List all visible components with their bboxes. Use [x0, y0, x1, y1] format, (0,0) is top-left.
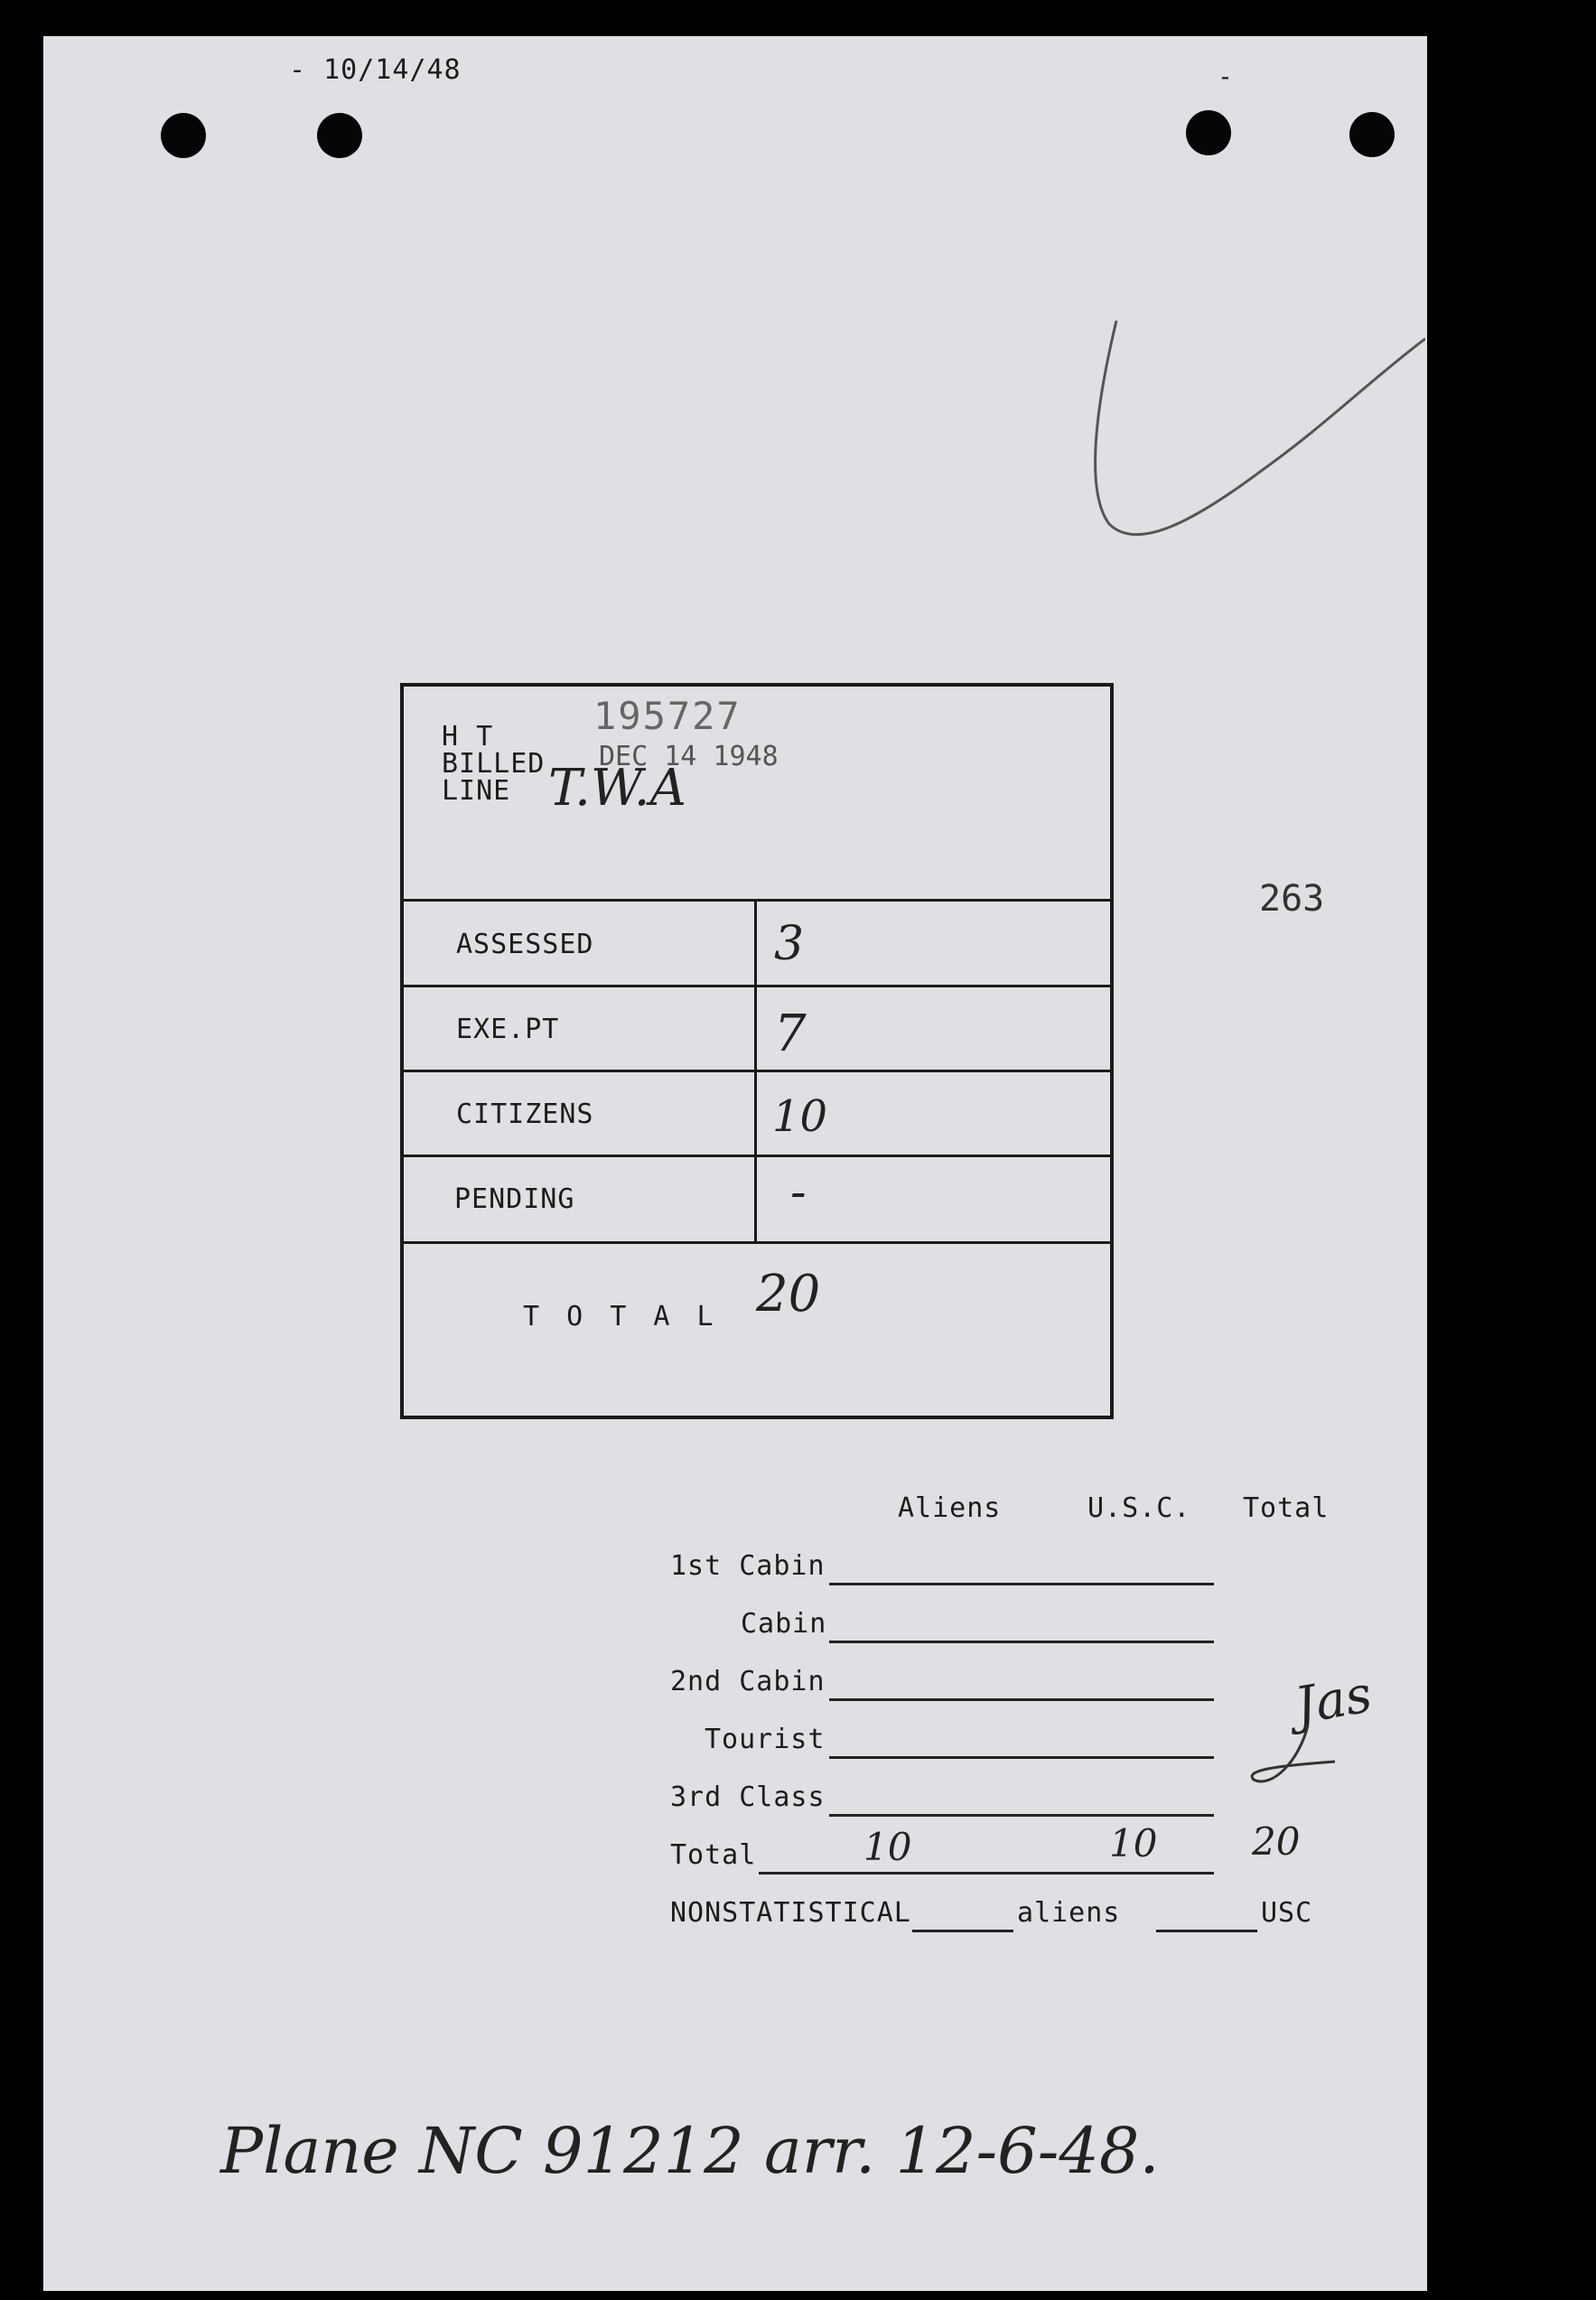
entry-line — [829, 1641, 1214, 1643]
row-label-tourist: Tourist — [705, 1724, 826, 1755]
row-value-exempt: 7 — [774, 1005, 807, 1063]
row-label-2nd-cabin: 2nd Cabin — [670, 1666, 826, 1697]
page-number: 263 — [1259, 878, 1325, 920]
stamp-number: 195727 — [593, 694, 742, 738]
form-date-mark: - 10/14/48 — [289, 54, 462, 86]
entry-line — [1156, 1930, 1257, 1932]
document-page — [43, 36, 1427, 2291]
column-header-total: Total — [1243, 1492, 1330, 1524]
entry-line — [829, 1698, 1214, 1701]
entry-line — [829, 1583, 1214, 1585]
line-label: LINE — [442, 775, 511, 807]
divider — [404, 1241, 1110, 1244]
initials: Jas — [1290, 1665, 1377, 1736]
nonstat-aliens-label: aliens — [1017, 1897, 1121, 1929]
ht-label: H T — [442, 721, 494, 753]
divider — [404, 899, 1110, 902]
divider — [404, 985, 1110, 987]
punch-hole — [317, 113, 362, 158]
total-usc-value: 10 — [1109, 1821, 1158, 1865]
entry-line — [912, 1930, 1013, 1932]
row-label-pending: PENDING — [454, 1183, 575, 1215]
row-value-pending: - — [790, 1165, 807, 1220]
row-label-assessed: ASSESSED — [456, 929, 594, 960]
row-value-citizens: 10 — [772, 1091, 828, 1142]
nonstat-usc-label: USC — [1261, 1897, 1313, 1929]
check-mark-icon — [1028, 280, 1425, 578]
corner-mark: - — [1218, 61, 1234, 91]
stamp-date: DEC 14 1948 — [599, 741, 779, 772]
row-label-cabin: Cabin — [741, 1608, 827, 1640]
row-label-exempt: EXE.PT — [456, 1014, 560, 1045]
footer-note: Plane NC 91212 arr. 12-6-48. — [220, 2114, 1160, 2188]
divider — [404, 1155, 1110, 1157]
divider — [404, 1070, 1110, 1072]
total-total-value: 20 — [1252, 1819, 1301, 1864]
billing-box — [400, 683, 1114, 1419]
initials-flourish-icon — [1245, 1716, 1344, 1798]
column-divider — [754, 899, 757, 1241]
column-header-aliens: Aliens — [898, 1492, 1002, 1524]
row-label-total: Total — [670, 1839, 757, 1871]
total-value: 20 — [756, 1265, 821, 1323]
total-label: T O T A L — [523, 1301, 719, 1332]
total-aliens-value: 10 — [863, 1825, 912, 1869]
nonstat-label: NONSTATISTICAL — [670, 1897, 911, 1929]
column-header-usc: U.S.C. — [1087, 1492, 1191, 1524]
entry-line — [829, 1814, 1214, 1817]
punch-hole — [1186, 110, 1231, 155]
billed-label: BILLED — [442, 748, 546, 780]
line-value: T.W.A — [548, 759, 686, 818]
entry-line — [829, 1756, 1214, 1759]
row-label-3rd-class: 3rd Class — [670, 1781, 826, 1813]
punch-hole — [1349, 112, 1395, 157]
entry-line — [759, 1872, 1214, 1875]
row-value-assessed: 3 — [774, 917, 805, 971]
row-label-citizens: CITIZENS — [456, 1099, 594, 1130]
row-label-1st-cabin: 1st Cabin — [670, 1550, 826, 1582]
punch-hole — [161, 113, 206, 158]
